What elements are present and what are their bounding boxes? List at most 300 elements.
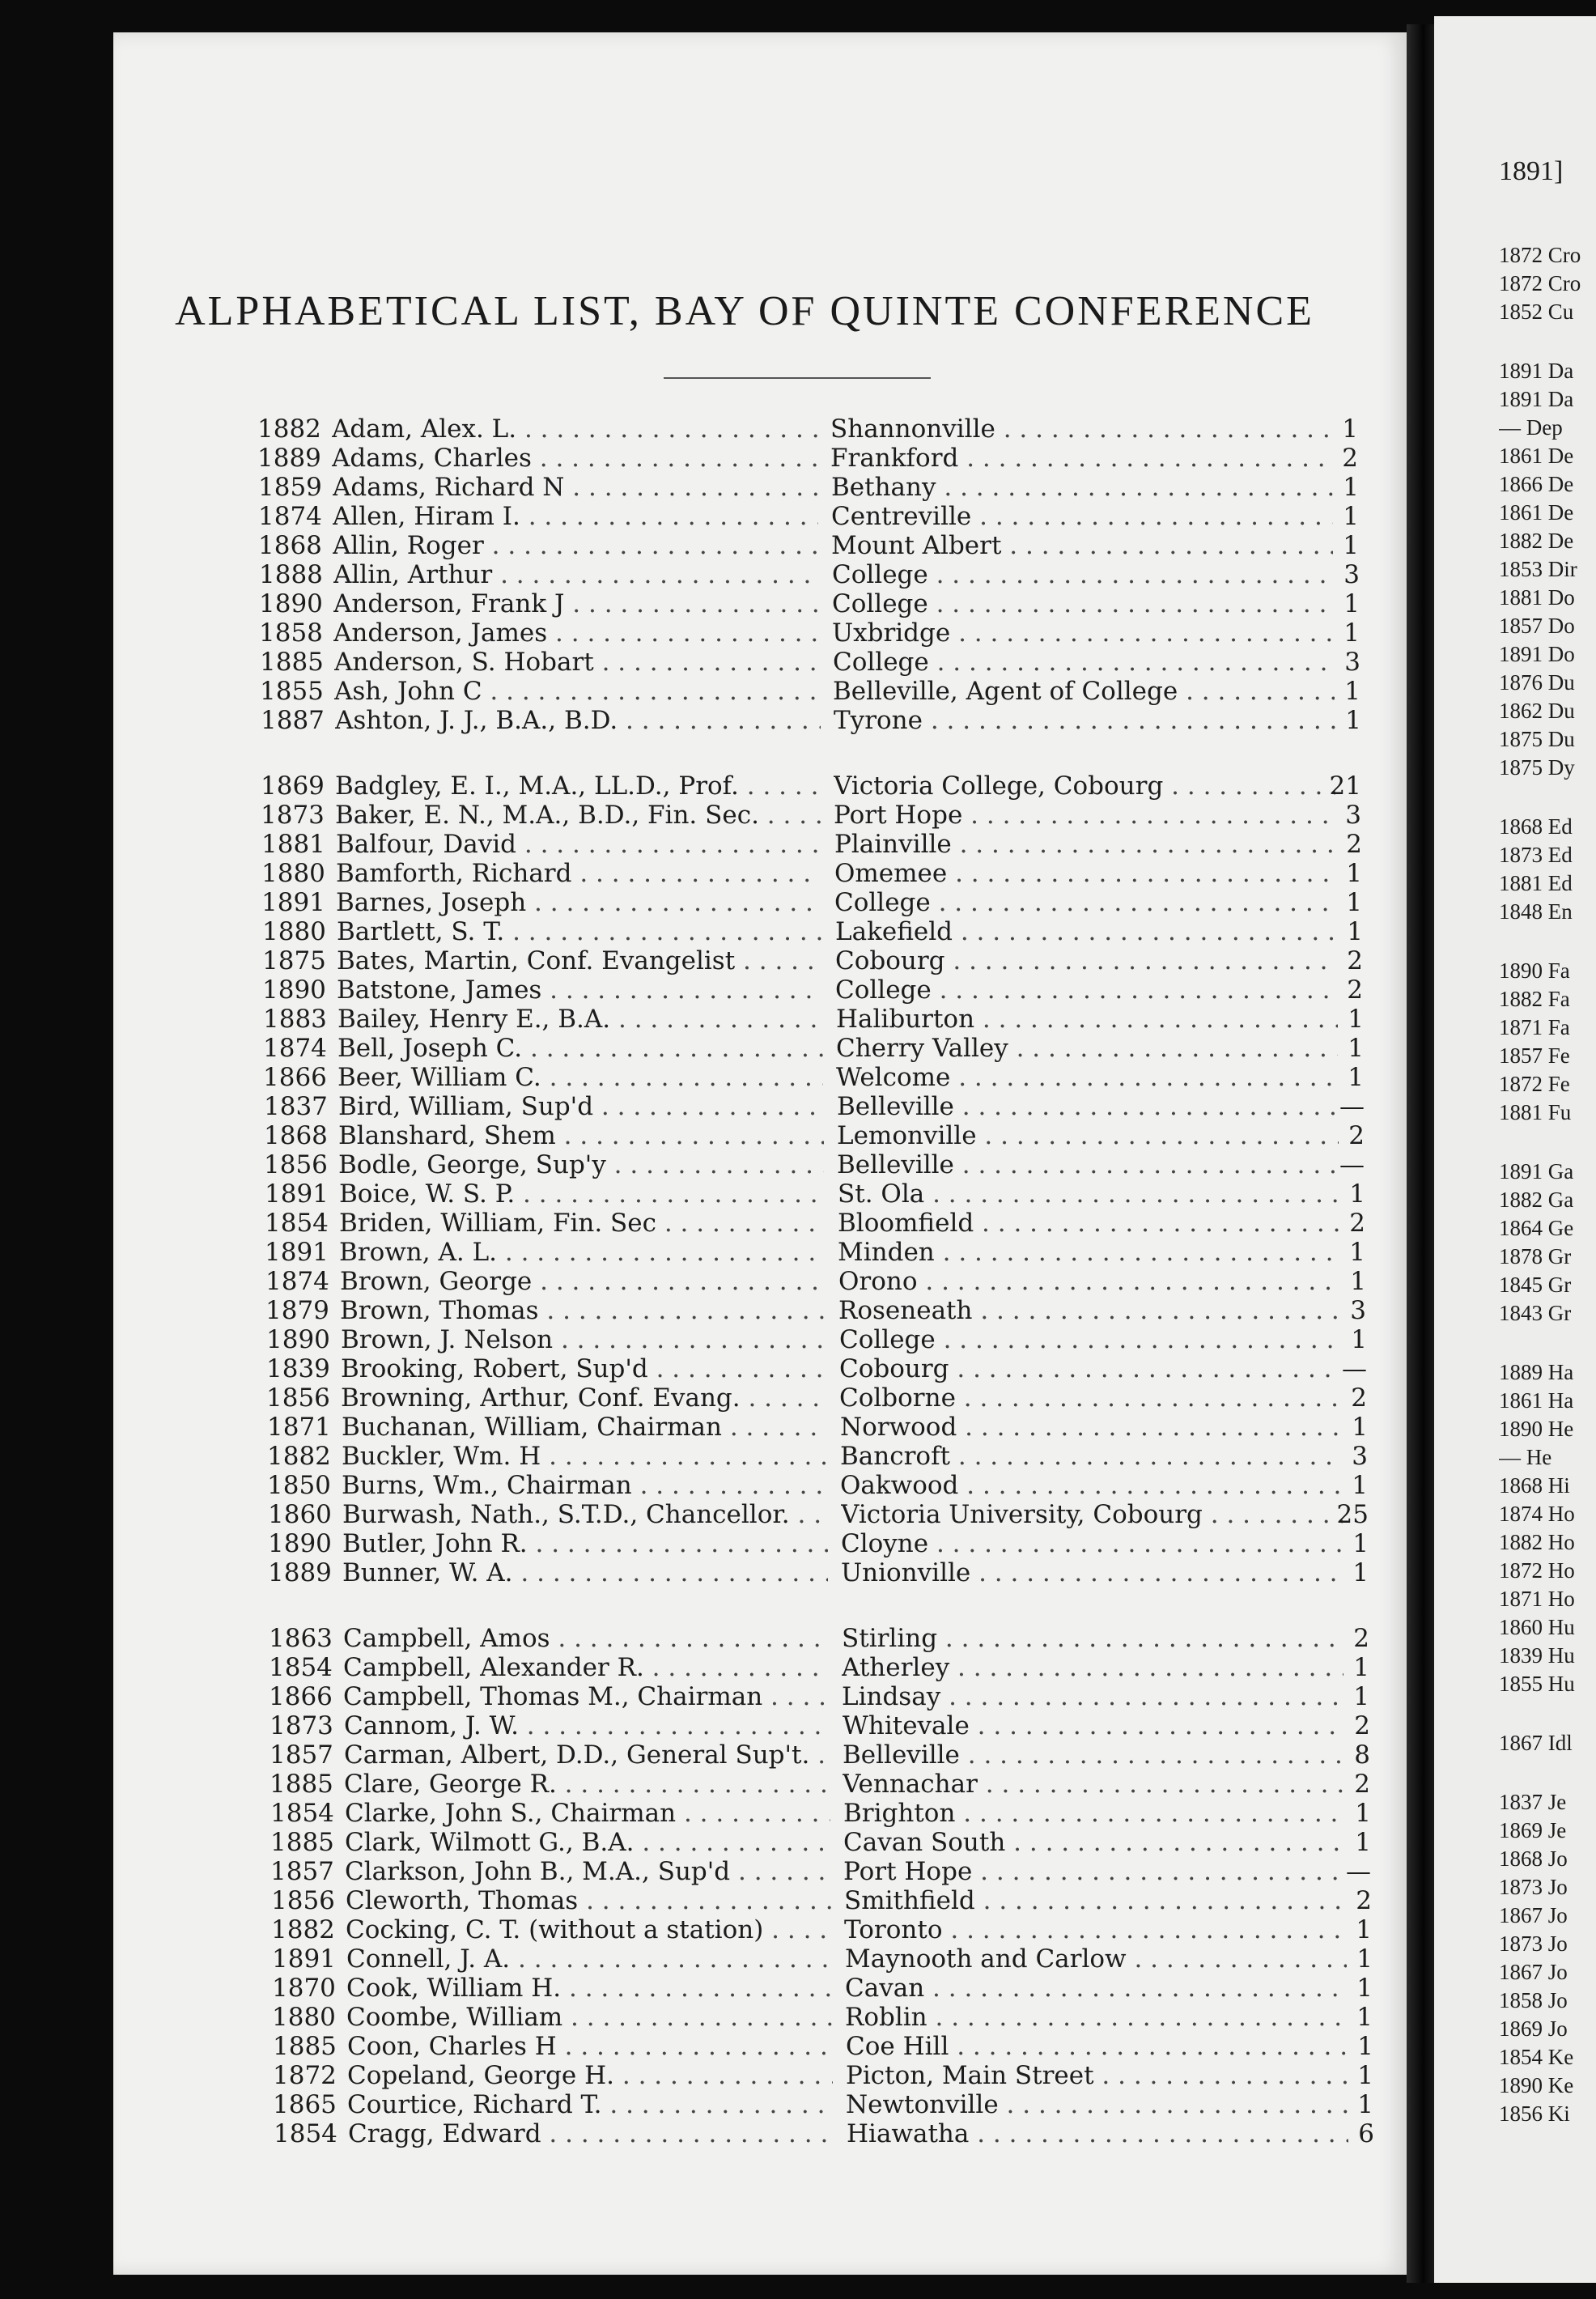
- facing-list-entry: 1861 Ha: [1499, 1388, 1574, 1413]
- entry-years: 1: [1344, 677, 1360, 706]
- entry-year: 1880: [272, 2003, 336, 2032]
- entry-years: 1: [1349, 1238, 1365, 1267]
- entry-years: 3: [1343, 560, 1360, 589]
- entry-year: 1875: [262, 946, 326, 975]
- entry-name: Courtice, Richard T. . . .: [347, 2090, 833, 2119]
- entry-name: Bartlett, S. T. . . .: [337, 917, 822, 946]
- entry-name: Bird, William, Sup'd . . .: [338, 1092, 824, 1121]
- entry-years: —: [1339, 1150, 1365, 1179]
- facing-list-entry: 1881 Fu: [1499, 1100, 1572, 1124]
- facing-list-entry: 1856 Ki: [1499, 2101, 1570, 2126]
- entry-year: 1880: [262, 917, 326, 946]
- list-entry: [257, 414, 1358, 444]
- entry-years: 1: [1343, 502, 1359, 531]
- facing-list-entry: 1857 Fe: [1499, 1043, 1570, 1068]
- entry-years: 1: [1346, 859, 1362, 888]
- entry-years: —: [1342, 1354, 1367, 1383]
- entry-station: Bethany . . .: [831, 473, 1333, 502]
- entry-years: 8: [1354, 1740, 1370, 1770]
- entry-year: 1863: [269, 1624, 333, 1653]
- entry-year: 1866: [263, 1063, 327, 1092]
- list-entry: [263, 1005, 1364, 1034]
- facing-list-entry: 1868 Ed: [1499, 814, 1573, 839]
- entry-years: 1: [1348, 1063, 1364, 1092]
- entry-year: 1871: [267, 1413, 331, 1442]
- entry-station: Coe Hill . . .: [846, 2032, 1348, 2061]
- entry-years: 3: [1350, 1296, 1366, 1325]
- entry-year: 1873: [270, 1711, 333, 1740]
- entry-years: 2: [1353, 1624, 1369, 1653]
- entry-station: St. Ola . . .: [838, 1179, 1339, 1209]
- entry-name: Cleworth, Thomas . . .: [346, 1886, 831, 1915]
- entry-name: Cannom, J. W. . . .: [344, 1711, 830, 1740]
- entry-name: Allen, Hiram I. . . .: [333, 502, 818, 531]
- entry-year: 1874: [258, 502, 322, 531]
- entry-name: Brooking, Robert, Sup'd . . .: [341, 1354, 826, 1383]
- facing-list-entry: 1872 Ho: [1499, 1558, 1575, 1583]
- list-entry: [270, 1770, 1370, 1799]
- facing-list-entry: 1891 Ga: [1499, 1159, 1574, 1183]
- facing-list-entry: 1873 Jo: [1499, 1931, 1568, 1956]
- entry-years: 1: [1343, 618, 1360, 648]
- entry-year: 1889: [257, 444, 321, 473]
- entry-name: Burns, Wm., Chairman . . .: [342, 1471, 827, 1500]
- entry-year: 1890: [259, 589, 323, 618]
- facing-list-entry: 1874 Ho: [1499, 1502, 1575, 1526]
- entry-years: 3: [1352, 1442, 1368, 1471]
- entry-years: 2: [1349, 1209, 1365, 1238]
- facing-list-entry: 1890 Fa: [1499, 958, 1570, 983]
- list-entry: [261, 830, 1362, 859]
- list-entry: [265, 1238, 1365, 1267]
- entry-year: 1872: [273, 2061, 337, 2090]
- entry-name: Ash, John C . . .: [334, 677, 820, 706]
- facing-list-entry: 1881 Do: [1499, 585, 1575, 610]
- entry-year: 1882: [257, 414, 321, 444]
- entry-years: 1: [1353, 1653, 1369, 1682]
- entry-years: 2: [1351, 1383, 1367, 1413]
- entry-station: Plainville . . .: [834, 830, 1336, 859]
- list-entry: [268, 1529, 1369, 1558]
- list-entry: [271, 1886, 1372, 1915]
- entry-name: Boice, W. S. P. . . .: [339, 1179, 825, 1209]
- facing-list-entry: 1869 Je: [1499, 1818, 1567, 1842]
- facing-list-entry: 1882 Fa: [1499, 987, 1570, 1011]
- entry-name: Batstone, James . . .: [337, 975, 822, 1005]
- entry-station: Tyrone . . .: [834, 706, 1335, 735]
- entry-years: 1: [1347, 917, 1363, 946]
- entry-years: 2: [1354, 1711, 1370, 1740]
- facing-list-entry: 1861 De: [1499, 444, 1574, 468]
- list-entry: [267, 1471, 1368, 1500]
- entry-years: 1: [1356, 1915, 1372, 1944]
- entry-year: 1874: [263, 1034, 327, 1063]
- entry-years: —: [1346, 1857, 1371, 1886]
- facing-list-entry: 1872 Cro: [1499, 271, 1581, 295]
- entry-station: Orono . . .: [838, 1267, 1340, 1296]
- entry-years: 2: [1354, 1770, 1370, 1799]
- entry-year: 1856: [266, 1383, 330, 1413]
- entry-name: Bunner, W. A. . . .: [342, 1558, 828, 1587]
- list-entry: [266, 1325, 1367, 1354]
- entry-station: Norwood . . .: [840, 1413, 1342, 1442]
- entry-years: 1: [1349, 1179, 1365, 1209]
- list-entry: [269, 1653, 1369, 1682]
- facing-list-entry: 1866 De: [1499, 472, 1574, 496]
- list-entry: [259, 618, 1360, 648]
- entry-year: 1854: [270, 1799, 334, 1828]
- entry-name: Campbell, Thomas M., Chairman . . .: [343, 1682, 829, 1711]
- entry-year: 1855: [260, 677, 324, 706]
- facing-list-entry: 1853 Dir: [1499, 557, 1577, 581]
- list-entry: [270, 1799, 1371, 1828]
- entry-name: Copeland, George H. . . .: [347, 2061, 833, 2090]
- entry-year: 1866: [269, 1682, 333, 1711]
- entry-years: 1: [1351, 1325, 1367, 1354]
- entry-years: 1: [1352, 1558, 1369, 1587]
- facing-list-entry: 1881 Ed: [1499, 871, 1573, 895]
- entry-station: Vennachar . . .: [843, 1770, 1344, 1799]
- entry-name: Blanshard, Shem . . .: [338, 1121, 824, 1150]
- list-entry: [260, 648, 1360, 677]
- list-entry: [272, 1974, 1373, 2003]
- list-entry: [269, 1624, 1369, 1653]
- entry-station: Uxbridge . . .: [832, 618, 1334, 648]
- entry-years: 2: [1348, 1121, 1365, 1150]
- entry-years: 1: [1357, 2061, 1373, 2090]
- entry-name: Allin, Roger . . .: [333, 531, 818, 560]
- entry-station: Welcome . . .: [836, 1063, 1338, 1092]
- entry-year: 1890: [268, 1529, 332, 1558]
- list-entry: [262, 975, 1363, 1005]
- entry-station: Roseneath . . .: [838, 1296, 1340, 1325]
- entry-years: 1: [1350, 1267, 1366, 1296]
- entry-year: 1880: [261, 859, 325, 888]
- list-entry: [273, 2032, 1373, 2061]
- entry-name: Cocking, C. T. (without a station) . . .: [346, 1915, 831, 1944]
- title-rule: [664, 377, 931, 379]
- entry-name: Buchanan, William, Chairman . . .: [342, 1413, 827, 1442]
- entry-year: 1854: [265, 1209, 329, 1238]
- list-entry: [266, 1383, 1367, 1413]
- entry-year: 1881: [261, 830, 325, 859]
- entry-year: 1885: [270, 1770, 333, 1799]
- entry-station: Unionville . . .: [841, 1558, 1343, 1587]
- list-entry: [272, 2003, 1373, 2032]
- facing-list-entry: 1867 Jo: [1499, 1903, 1568, 1927]
- facing-list-entry: 1878 Gr: [1499, 1244, 1572, 1268]
- list-entry: [268, 1500, 1369, 1529]
- entry-years: 2: [1342, 444, 1358, 473]
- entry-years: 1: [1357, 2032, 1373, 2061]
- entry-station: Lakefield . . .: [835, 917, 1337, 946]
- entry-station: Newtonville . . .: [846, 2090, 1348, 2119]
- entry-year: 1885: [260, 648, 324, 677]
- entry-name: Baker, E. N., M.A., B.D., Fin. Sec. . . .: [335, 801, 821, 830]
- entry-name: Adam, Alex. L. . . .: [332, 414, 817, 444]
- entry-year: 1887: [261, 706, 325, 735]
- entry-name: Cook, William H. . . .: [346, 1974, 832, 2003]
- list-entry: [270, 1828, 1371, 1857]
- entry-name: Beer, William C. . . .: [337, 1063, 823, 1092]
- entry-station: Brighton . . .: [843, 1799, 1345, 1828]
- facing-list-entry: 1843 Gr: [1499, 1301, 1572, 1325]
- entry-station: Cherry Valley . . .: [836, 1034, 1338, 1063]
- facing-list-entry: 1868 Hi: [1499, 1473, 1570, 1498]
- entry-station: Bloomfield . . .: [838, 1209, 1339, 1238]
- facing-list-entry: 1839 Hu: [1499, 1643, 1575, 1668]
- entry-year: 1874: [265, 1267, 329, 1296]
- entry-name: Buckler, Wm. H . . .: [342, 1442, 827, 1471]
- facing-list-entry: 1882 Ga: [1499, 1188, 1574, 1212]
- entry-station: Colborne . . .: [839, 1383, 1341, 1413]
- list-entry: [258, 473, 1359, 502]
- facing-list-entry: 1882 De: [1499, 529, 1574, 553]
- entry-station: Cobourg . . .: [839, 1354, 1341, 1383]
- entry-station: Roblin . . .: [845, 2003, 1347, 2032]
- entry-years: 1: [1357, 2090, 1373, 2119]
- list-entry: [270, 1711, 1370, 1740]
- entry-years: 2: [1346, 830, 1362, 859]
- entry-years: 1: [1352, 1471, 1368, 1500]
- entry-years: 3: [1345, 801, 1361, 830]
- entry-station: Toronto . . .: [844, 1915, 1346, 1944]
- entry-name: Clarke, John S., Chairman . . .: [345, 1799, 830, 1828]
- entry-years: —: [1339, 1092, 1365, 1121]
- entry-name: Campbell, Amos . . .: [343, 1624, 829, 1653]
- entry-station: Oakwood . . .: [840, 1471, 1342, 1500]
- facing-list-entry: 1855 Hu: [1499, 1672, 1575, 1696]
- entry-name: Burwash, Nath., S.T.D., Chancellor. . . .: [342, 1500, 828, 1529]
- entry-station: College . . .: [834, 888, 1336, 917]
- entry-station: Picton, Main Street . . .: [846, 2061, 1348, 2090]
- list-entry: [270, 1740, 1370, 1770]
- entry-station: Maynooth and Carlow . . .: [845, 1944, 1347, 1974]
- entry-years: 25: [1336, 1500, 1369, 1529]
- entry-year: 1879: [265, 1296, 329, 1325]
- entry-name: Coombe, William . . .: [346, 2003, 832, 2032]
- list-entry: [261, 771, 1361, 801]
- entry-year: 1870: [272, 1974, 336, 2003]
- entry-name: Brown, George . . .: [340, 1267, 826, 1296]
- entry-years: 1: [1353, 1682, 1369, 1711]
- entry-name: Brown, Thomas . . .: [340, 1296, 826, 1325]
- facing-page-header: 1891]: [1499, 156, 1564, 186]
- list-entry: [259, 560, 1360, 589]
- entry-station: Stirling . . .: [842, 1624, 1343, 1653]
- entry-name: Anderson, Frank J . . .: [333, 589, 819, 618]
- list-entry: [258, 502, 1359, 531]
- facing-list-entry: 1890 Ke: [1499, 2073, 1574, 2097]
- list-entry: [261, 859, 1362, 888]
- list-entry: [262, 917, 1363, 946]
- facing-list-entry: 1848 En: [1499, 899, 1573, 924]
- entry-station: Lindsay . . .: [842, 1682, 1343, 1711]
- entry-name: Balfour, David . . .: [336, 830, 821, 859]
- list-entry: [267, 1413, 1368, 1442]
- entry-year: 1891: [265, 1238, 329, 1267]
- entry-years: 2: [1356, 1886, 1372, 1915]
- entry-name: Allin, Arthur . . .: [333, 560, 819, 589]
- entry-name: Brown, J. Nelson . . .: [341, 1325, 826, 1354]
- entry-year: 1865: [273, 2090, 337, 2119]
- entry-years: 1: [1355, 1828, 1371, 1857]
- entry-year: 1856: [271, 1886, 335, 1915]
- entry-station: Port Hope . . .: [834, 801, 1335, 830]
- entry-station: College . . .: [832, 589, 1334, 618]
- list-entry: [265, 1209, 1365, 1238]
- entry-year: 1868: [264, 1121, 328, 1150]
- entry-station: Cavan . . .: [845, 1974, 1347, 2003]
- entry-name: Clarkson, John B., M.A., Sup'd . . .: [345, 1857, 830, 1886]
- entry-years: 1: [1348, 1005, 1364, 1034]
- facing-list-entry: 1873 Ed: [1499, 843, 1573, 867]
- facing-list-entry: 1860 Hu: [1499, 1615, 1575, 1639]
- entry-year: 1885: [270, 1828, 334, 1857]
- entry-name: Bates, Martin, Conf. Evangelist . . .: [337, 946, 822, 975]
- list-entry: [265, 1179, 1365, 1209]
- entry-name: Bailey, Henry E., B.A. . . .: [337, 1005, 823, 1034]
- list-entry: [264, 1150, 1365, 1179]
- facing-list-entry: 1889 Ha: [1499, 1360, 1574, 1384]
- entry-years: 1: [1348, 1034, 1364, 1063]
- facing-list-entry: 1864 Ge: [1499, 1216, 1574, 1240]
- entry-years: 1: [1355, 1799, 1371, 1828]
- facing-list-entry: 1852 Cu: [1499, 300, 1574, 324]
- facing-list-entry: 1882 Ho: [1499, 1530, 1575, 1554]
- list-entry: [263, 1063, 1364, 1092]
- entry-name: Badgley, E. I., M.A., LL.D., Prof. . . .: [335, 771, 821, 801]
- entry-station: College . . .: [833, 648, 1335, 677]
- entry-years: 1: [1356, 1974, 1373, 2003]
- entry-name: Adams, Charles . . .: [332, 444, 817, 473]
- entry-year: 1883: [263, 1005, 327, 1034]
- entry-station: Hiawatha . . .: [847, 2119, 1348, 2148]
- facing-list-entry: 1891 Da: [1499, 359, 1574, 383]
- entry-name: Coon, Charles H . . .: [347, 2032, 833, 2061]
- entry-year: 1854: [274, 2119, 337, 2148]
- list-entry: [265, 1267, 1366, 1296]
- entry-years: 1: [1342, 414, 1358, 444]
- facing-list-entry: 1858 Jo: [1499, 1988, 1568, 2012]
- list-entry: [269, 1682, 1369, 1711]
- facing-list-entry: — He: [1499, 1445, 1552, 1469]
- entry-year: 1858: [259, 618, 323, 648]
- facing-list-entry: 1837 Je: [1499, 1790, 1567, 1814]
- entry-name: Campbell, Alexander R. . . .: [343, 1653, 829, 1682]
- entry-name: Butler, John R. . . .: [342, 1529, 828, 1558]
- entry-station: Lemonville . . .: [837, 1121, 1339, 1150]
- entry-station: College . . .: [839, 1325, 1341, 1354]
- list-entry: [265, 1296, 1366, 1325]
- entry-year: 1882: [267, 1442, 331, 1471]
- entry-year: 1868: [258, 531, 322, 560]
- facing-list-entry: 1854 Ke: [1499, 2045, 1574, 2069]
- facing-list-entry: 1869 Jo: [1499, 2016, 1568, 2041]
- entry-year: 1890: [262, 975, 326, 1005]
- facing-list-entry: 1876 Du: [1499, 670, 1575, 695]
- list-entry: [257, 444, 1358, 473]
- entry-station: Belleville, Agent of College . . .: [833, 677, 1335, 706]
- entry-years: 2: [1347, 946, 1363, 975]
- page-title: ALPHABETICAL LIST, BAY OF QUINTE CONFERENCE: [175, 288, 1314, 334]
- entry-year: 1891: [272, 1944, 336, 1974]
- entry-year: 1854: [269, 1653, 333, 1682]
- entry-year: 1850: [267, 1471, 331, 1500]
- entry-name: Browning, Arthur, Conf. Evang. . . .: [341, 1383, 826, 1413]
- entry-name: Bamforth, Richard . . .: [336, 859, 821, 888]
- facing-list-entry: 1867 Idl: [1499, 1731, 1573, 1755]
- entry-name: Anderson, James . . .: [333, 618, 819, 648]
- entry-year: 1860: [268, 1500, 332, 1529]
- list-entry: [273, 2090, 1373, 2119]
- list-entry: [266, 1354, 1367, 1383]
- entry-name: Barnes, Joseph . . .: [336, 888, 821, 917]
- entry-station: Belleville . . .: [837, 1092, 1339, 1121]
- entry-station: Belleville . . .: [843, 1740, 1344, 1770]
- entry-name: Clare, George R. . . .: [344, 1770, 830, 1799]
- entry-name: Briden, William, Fin. Sec . . .: [339, 1209, 825, 1238]
- entry-years: 1: [1352, 1529, 1369, 1558]
- list-entry: [264, 1092, 1365, 1121]
- list-entry: [271, 1915, 1372, 1944]
- entry-station: Haliburton . . .: [836, 1005, 1338, 1034]
- entry-station: Cobourg . . .: [835, 946, 1337, 975]
- entry-years: 6: [1358, 2119, 1374, 2148]
- entry-name: Bodle, George, Sup'y . . .: [338, 1150, 824, 1179]
- entry-station: Victoria University, Cobourg . . .: [841, 1500, 1343, 1529]
- entry-station: Minden . . .: [838, 1238, 1339, 1267]
- entry-station: Smithfield . . .: [844, 1886, 1346, 1915]
- entry-station: College . . .: [832, 560, 1334, 589]
- book-gutter: [1407, 24, 1434, 2283]
- entry-year: 1856: [264, 1150, 328, 1179]
- entry-station: Frankford . . .: [830, 444, 1332, 473]
- entry-station: Bancroft . . .: [840, 1442, 1342, 1471]
- entry-name: Cragg, Edward . . .: [348, 2119, 834, 2148]
- facing-list-entry: 1867 Jo: [1499, 1960, 1568, 1984]
- entry-years: 1: [1356, 1944, 1373, 1974]
- entry-years: 1: [1343, 531, 1359, 560]
- facing-list-entry: 1845 Gr: [1499, 1273, 1572, 1297]
- list-entry: [267, 1442, 1368, 1471]
- entry-year: 1857: [270, 1740, 333, 1770]
- facing-list-entry: 1861 De: [1499, 500, 1574, 525]
- list-entry: [270, 1857, 1371, 1886]
- facing-list-entry: 1857 Do: [1499, 614, 1575, 638]
- entry-name: Brown, A. L. . . .: [339, 1238, 825, 1267]
- entry-year: 1885: [273, 2032, 337, 2061]
- list-entry: [263, 1034, 1364, 1063]
- entry-years: 2: [1347, 975, 1363, 1005]
- list-entry: [261, 801, 1361, 830]
- entry-station: Shannonville . . .: [830, 414, 1332, 444]
- entry-station: Whitevale . . .: [843, 1711, 1344, 1740]
- list-entry: [268, 1558, 1369, 1587]
- list-entry: [272, 1944, 1373, 1974]
- entry-years: 3: [1344, 648, 1360, 677]
- entry-station: Belleville . . .: [837, 1150, 1339, 1179]
- entry-station: Cloyne . . .: [841, 1529, 1343, 1558]
- facing-list-entry: 1875 Du: [1499, 727, 1575, 751]
- entry-years: 21: [1329, 771, 1361, 801]
- facing-list-entry: 1875 Dy: [1499, 755, 1575, 780]
- entry-name: Bell, Joseph C. . . .: [337, 1034, 823, 1063]
- entry-name: Carman, Albert, D.D., General Sup't. . . .: [344, 1740, 830, 1770]
- entry-year: 1891: [265, 1179, 329, 1209]
- list-entry: [262, 946, 1363, 975]
- entry-year: 1857: [270, 1857, 334, 1886]
